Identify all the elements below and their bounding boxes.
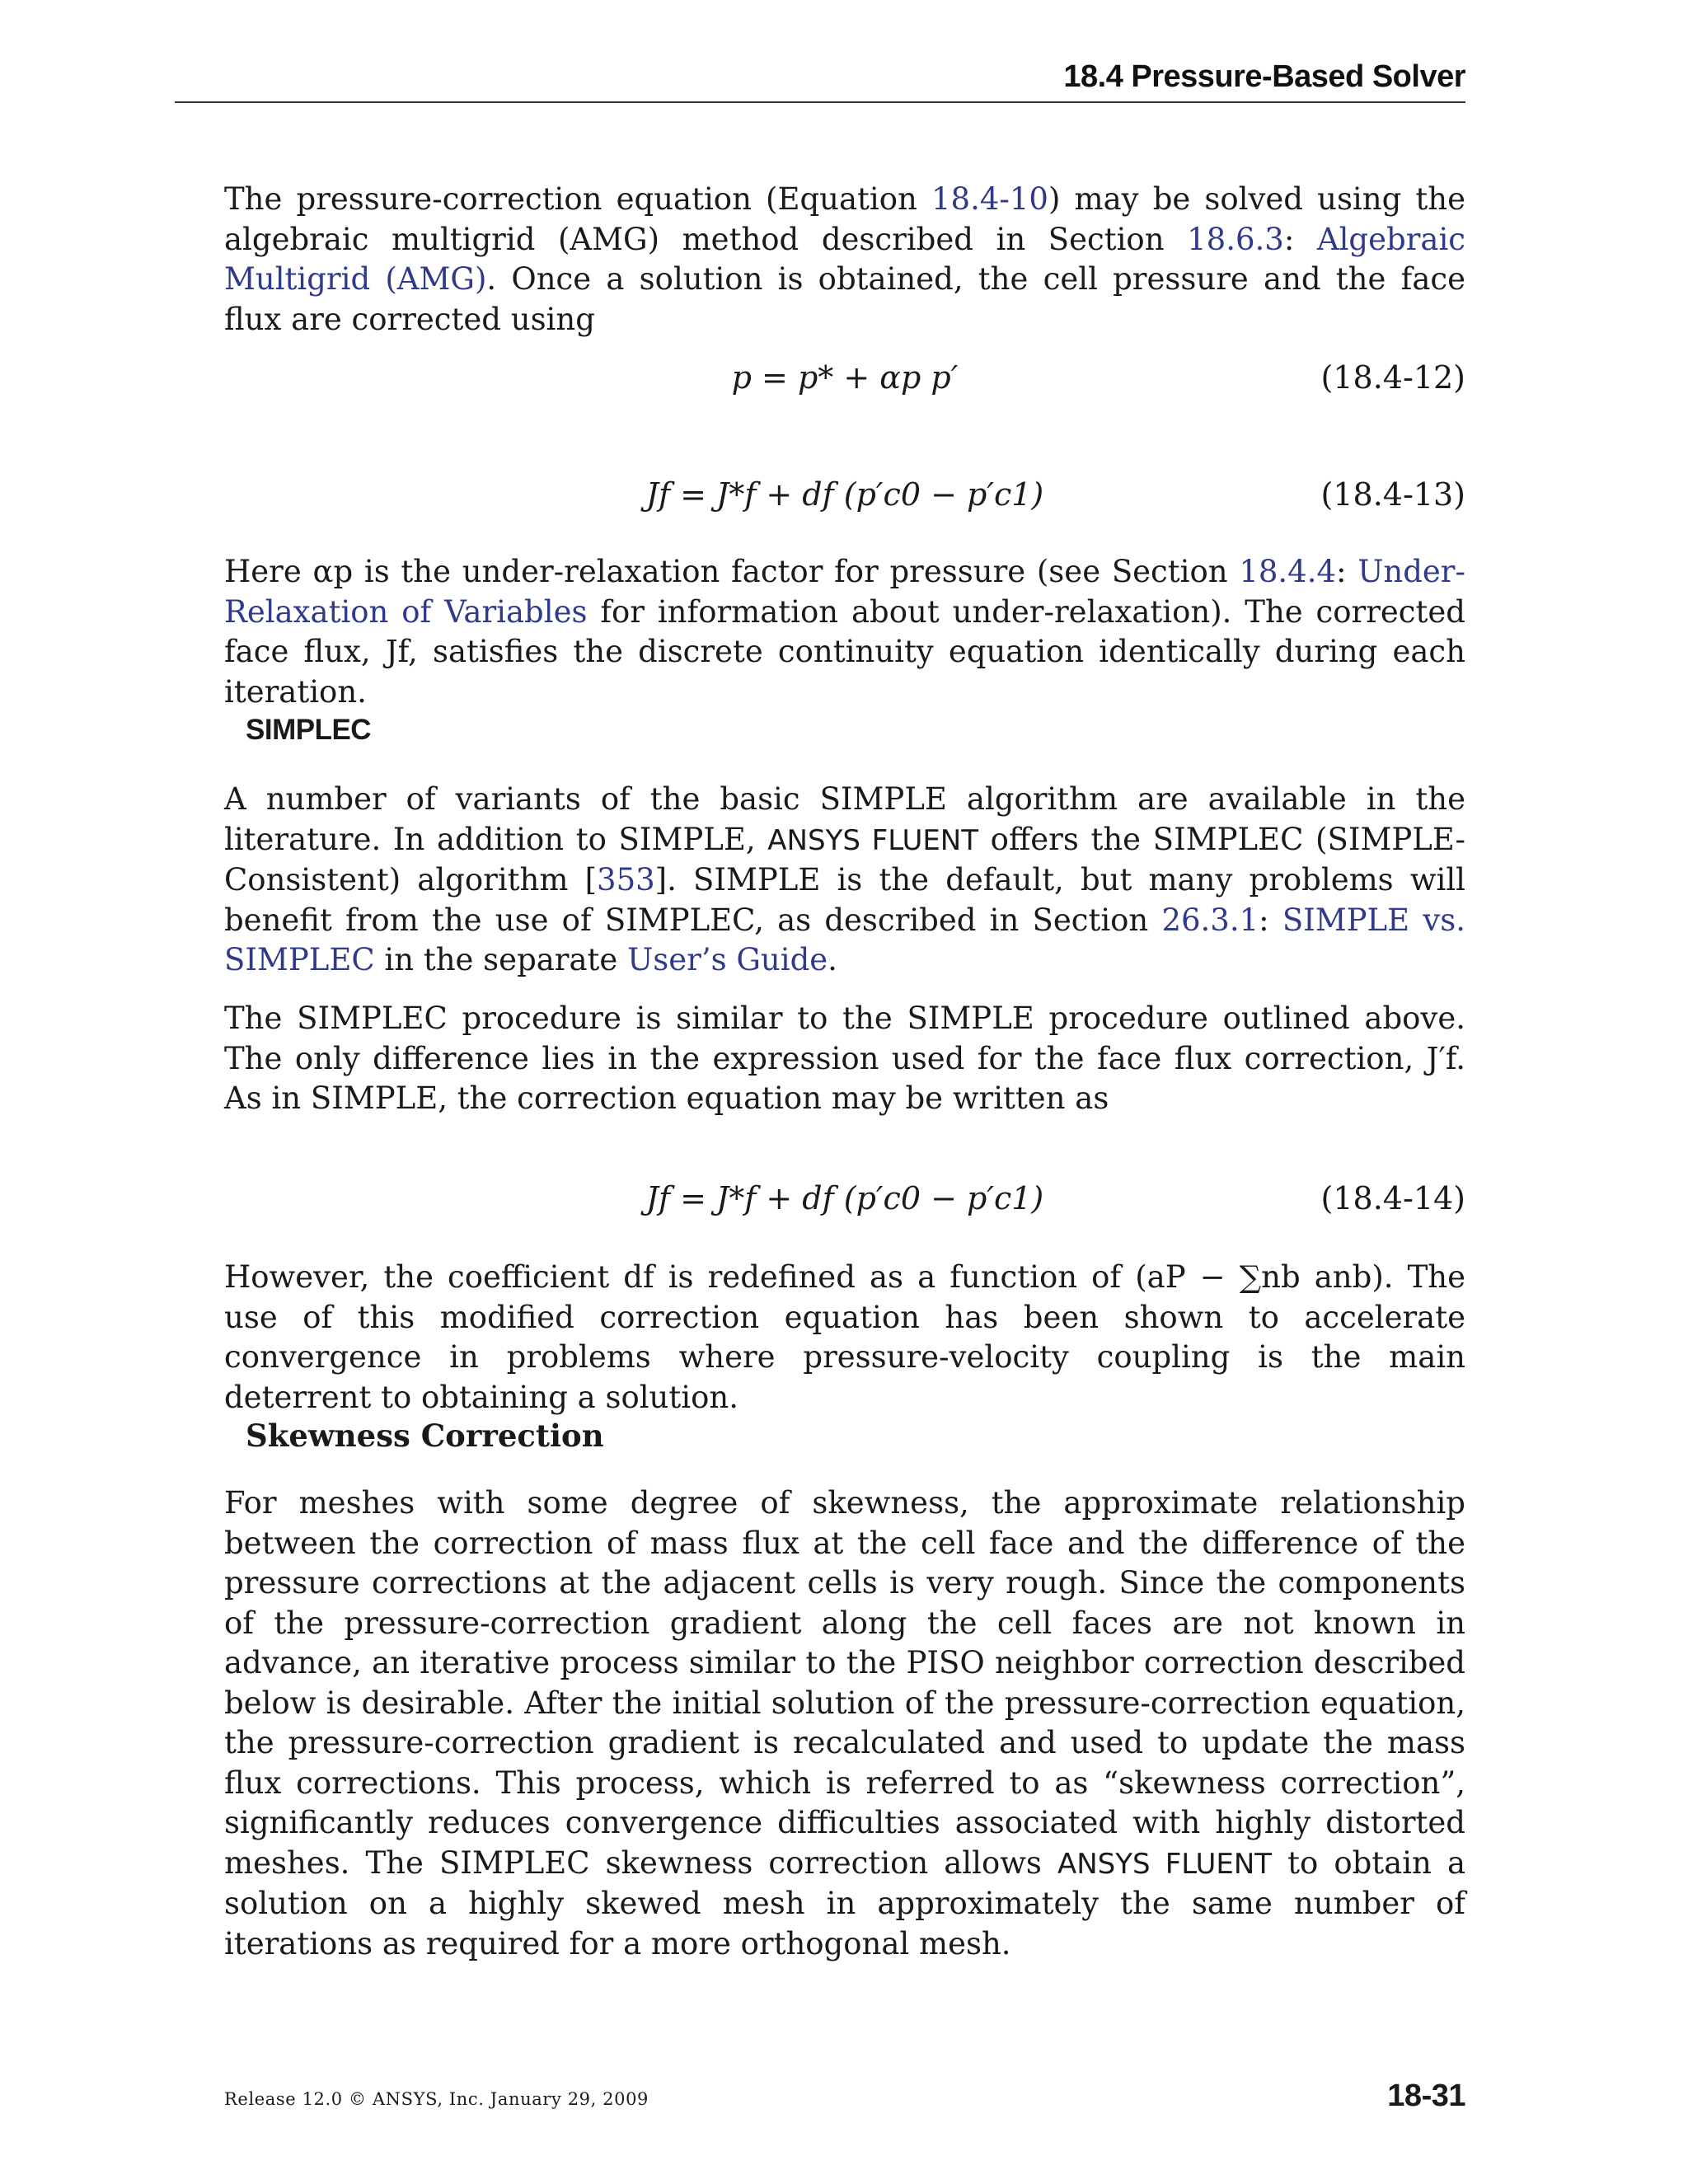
product-name: ANSYS FLUENT xyxy=(767,823,979,857)
footer-release-info: Release 12.0 © ANSYS, Inc. January 29, 2009 xyxy=(224,2089,649,2109)
para3-text-5: in the separate xyxy=(374,942,628,977)
link-under-relaxation-of-variables[interactable]: Under-Relaxation of Variables xyxy=(224,554,1465,630)
para3-text-1: A number of variants of the basic SIMPLE algorithm are available in the literature. In addition to SIMPLE, xyxy=(224,781,1465,857)
equation-18-4-13 xyxy=(224,476,1465,523)
running-header: 18.4 Pressure-Based Solver xyxy=(1063,59,1465,94)
para3-text-3: ]. SIMPLE is the default, but many problems will benefit from the use of SIMPLEC, as described in Section xyxy=(224,862,1465,938)
equation-18-4-14 xyxy=(224,1180,1465,1226)
citation-link[interactable]: 353 xyxy=(597,862,655,898)
paragraph-pressure-correction xyxy=(224,180,1465,340)
equation-number: (18.4-14) xyxy=(1320,1180,1465,1216)
paragraph-skewness xyxy=(224,1483,1465,1964)
link-section-18-4-4[interactable]: 18.4.4 xyxy=(1239,554,1336,589)
para2-text-1: Here αp is the under-relaxation factor for pressure (see Section xyxy=(224,554,1240,589)
para1-text-1: The pressure-correction equation (Equation xyxy=(224,181,931,217)
equation-number: (18.4-13) xyxy=(1320,476,1465,513)
link-simple-vs-simplec[interactable]: SIMPLE vs. SIMPLEC xyxy=(224,902,1465,977)
link-section-26-3-1[interactable]: 26.3.1 xyxy=(1161,902,1259,938)
equation-number: (18.4-12) xyxy=(1320,359,1465,396)
equation-expression: p = p* + αp p′ xyxy=(731,359,959,396)
equation-expression: Jf = J*f + df (p′c0 − p′c1) xyxy=(645,1180,1044,1216)
link-algebraic-multigrid[interactable]: Algebraic Multigrid (AMG) xyxy=(224,221,1465,297)
product-name: ANSYS FLUENT xyxy=(1057,1847,1273,1881)
paragraph-coefficient-redefined: However, the coefficient df is redefined as a function of (aP − ∑nb anb). The use of this modified correction equation has been shown to accelerate convergence in problems where pressure-velocity coupling is the main deterrent to obtaining a solution. xyxy=(224,1259,1465,1415)
para1-text-3: : xyxy=(1283,221,1317,257)
para3-text-2: offers the SIMPLEC (SIMPLE-Consistent) algorithm [ xyxy=(224,821,1465,898)
link-equation-18-4-10[interactable]: 18.4-10 xyxy=(931,181,1048,217)
link-section-18-6-3[interactable]: 18.6.3 xyxy=(1187,221,1284,257)
heading-simplec: SIMPLEC xyxy=(246,714,372,746)
para3-text-4: : xyxy=(1259,902,1282,938)
para6-text-1: For meshes with some degree of skewness, the approximate relationship between the correction of mass flux at the cell face and the difference of the pressure corrections at the adjacent cells is very rough. Since the components of the pressure-correction gradient along the cell faces are not known in advance, an iterative process similar to the PISO neighbor correction described below is desirable. After the initial solution of the pressure-correction equation, the pressure-correction gradient is recalculated and used to update the mass flux corrections. This process, which is referred to as “skewness correction”, significantly reduces convergence difficulties associated with highly distorted meshes. The SIMPLEC skewness correction allows xyxy=(224,1485,1465,1881)
paragraph-simplec-variants xyxy=(224,780,1465,981)
paragraph-simplec-procedure: The SIMPLEC procedure is similar to the SIMPLE procedure outlined above. The only difference lies in the expression used for the face flux correction, J′f. As in SIMPLE, the correction equation may be written as xyxy=(224,1001,1465,1116)
para1-text-4: . Once a solution is obtained, the cell pressure and the face flux are corrected using xyxy=(224,261,1465,337)
paragraph-under-relaxation xyxy=(224,552,1465,712)
link-users-guide[interactable]: User’s Guide xyxy=(627,942,828,977)
heading-skewness-correction: Skewness Correction xyxy=(246,1418,604,1454)
equation-expression: Jf = J*f + df (p′c0 − p′c1) xyxy=(645,476,1044,513)
header-rule xyxy=(175,101,1465,103)
para6-text-2: to obtain a solution on a highly skewed mesh in approximately the same number of iterations as required for a more orthogonal mesh. xyxy=(224,1844,1466,1961)
para2-text-3: for information about under-relaxation). The corrected face flux, Jf, satisfies the discrete continuity equation identically during each iteration. xyxy=(224,593,1465,710)
equation-18-4-12 xyxy=(224,359,1465,405)
page-number: 18-31 xyxy=(1387,2079,1465,2113)
para2-text-2: : xyxy=(1336,554,1358,589)
para1-text-2: ) may be solved using the algebraic multigrid (AMG) method described in Section xyxy=(224,181,1465,257)
para3-text-6: . xyxy=(828,942,837,977)
